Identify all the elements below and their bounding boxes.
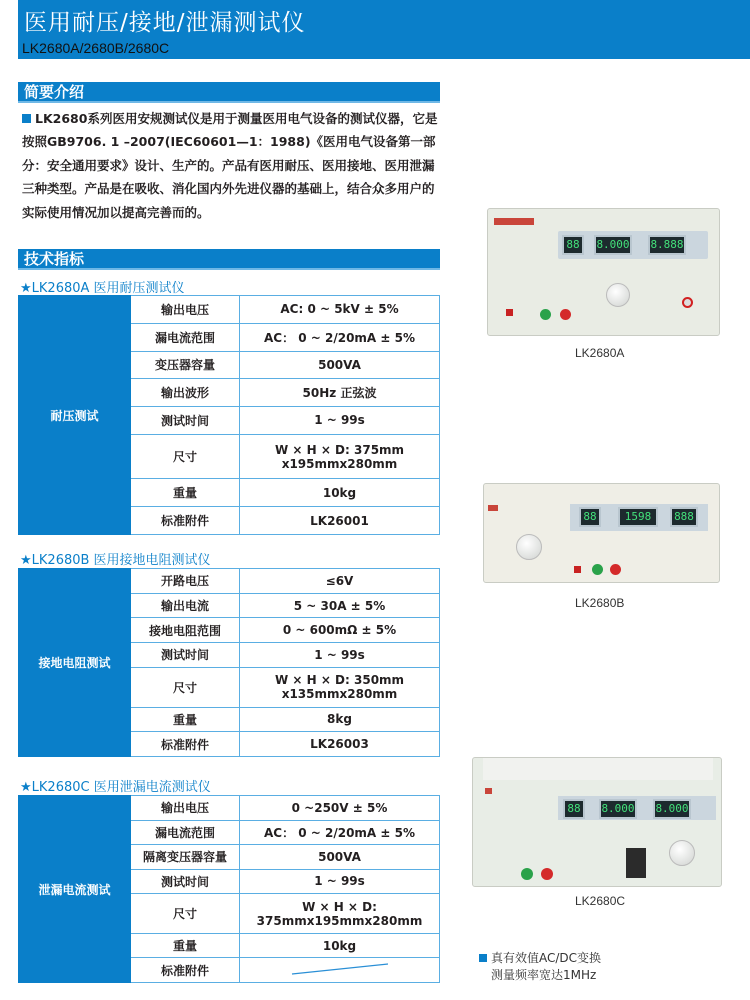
param-value: 10kg	[240, 479, 440, 507]
param-name: 尺寸	[131, 434, 240, 479]
lk2680c-spec-table	[18, 795, 440, 983]
lk2680a-label: LK2680A	[575, 346, 625, 360]
group-label: 接地电阻测试	[19, 569, 131, 757]
stop-button-icon	[610, 564, 621, 575]
param-name: 尺寸	[131, 894, 240, 934]
param-name: 重量	[131, 479, 240, 507]
param-name: 测试时间	[131, 869, 240, 894]
intro-text: LK2680系列医用安规测试仪是用于测量医用电气设备的测试仪器，它是按照GB9706. 1 –2007(IEC60601—1：1988)《医用电气设备第一部分：安全通用要求》设计、生产的。产品有医用耐压、医用接地、医用泄漏三种类型。产品是在吸收、消化国内外先进仪器的基础上，结合众多用户的实际使用情况加以提高完善而的。	[22, 111, 438, 220]
param-name: 输出电压	[131, 796, 240, 821]
bullet-square-icon	[22, 114, 31, 123]
param-value: AC: 0 ~ 5kV ± 5%	[240, 296, 440, 324]
page-subtitle: LK2680A/2680B/2680C	[22, 40, 170, 56]
param-name: 隔离变压器容量	[131, 845, 240, 870]
param-name: 测试时间	[131, 643, 240, 668]
voltage-knob	[606, 283, 630, 307]
lk2680b-title: ★LK2680B 医用接地电阻测试仪	[20, 553, 211, 568]
table-row	[19, 569, 440, 594]
blank-line-mark	[290, 962, 390, 976]
display-2: 8.000	[594, 235, 632, 255]
param-value: 1 ~ 99s	[240, 869, 440, 894]
feature-note	[479, 950, 601, 984]
intro-heading: 简要介绍	[18, 82, 440, 103]
param-name: 标准附件	[131, 507, 240, 535]
brand-logo	[494, 218, 534, 225]
param-name: 测试时间	[131, 407, 240, 435]
start-button-icon	[540, 309, 551, 320]
lk2680b-spec-table	[18, 568, 440, 757]
param-value: LK26001	[240, 507, 440, 535]
param-name: 漏电流范围	[131, 323, 240, 351]
voltage-knob	[669, 840, 695, 866]
page-title: 医用耐压/接地/泄漏测试仪	[24, 10, 306, 36]
param-name: 重量	[131, 707, 240, 732]
current-knob	[516, 534, 542, 560]
param-name: 输出电流	[131, 593, 240, 618]
display-1: 88	[562, 235, 584, 255]
stop-button-icon	[541, 868, 553, 880]
param-value: 5 ~ 30A ± 5%	[240, 593, 440, 618]
feature-1: 真有效值AC/DC变换	[491, 951, 602, 965]
param-name: 开路电压	[131, 569, 240, 594]
bullet-square-icon	[479, 954, 487, 962]
lk2680b-product-image	[483, 483, 720, 583]
param-value: 8kg	[240, 707, 440, 732]
header-banner	[18, 0, 750, 59]
lk2680a-spec-table	[18, 295, 440, 535]
lk2680b-label: LK2680B	[575, 596, 625, 610]
feature-2: 测量频率宽达1MHz	[491, 968, 597, 982]
hv-output-icon	[682, 297, 693, 308]
param-value: 0 ~250V ± 5%	[240, 796, 440, 821]
lk2680a-title: ★LK2680A 医用耐压测试仪	[20, 281, 185, 296]
intro-paragraph	[22, 107, 442, 224]
param-value: LK26003	[240, 732, 440, 757]
lk2680c-product-image	[472, 757, 722, 887]
lk2680c-label: LK2680C	[575, 894, 626, 908]
param-value: 1 ~ 99s	[240, 643, 440, 668]
param-name: 漏电流范围	[131, 820, 240, 845]
brand-logo	[488, 505, 498, 511]
brand-logo	[485, 788, 492, 794]
table-row	[19, 796, 440, 821]
param-value: AC： 0 ~ 2/20mA ± 5%	[240, 323, 440, 351]
display-3: 8.000	[653, 799, 691, 819]
param-name: 标准附件	[131, 958, 240, 983]
param-name: 输出波形	[131, 379, 240, 407]
specs-heading: 技术指标	[18, 249, 440, 270]
param-value: 50Hz 正弦波	[240, 379, 440, 407]
param-name: 变压器容量	[131, 351, 240, 379]
param-value	[240, 958, 440, 983]
table-row	[19, 296, 440, 324]
param-value: W × H × D: 350mm x135mmx280mm	[240, 667, 440, 707]
param-value: W × H × D: 375mmx195mmx280mm	[240, 894, 440, 934]
param-value: ≤6V	[240, 569, 440, 594]
start-button-icon	[521, 868, 533, 880]
param-value: AC： 0 ~ 2/20mA ± 5%	[240, 820, 440, 845]
display-1: 88	[563, 799, 585, 819]
start-button-icon	[592, 564, 603, 575]
lk2680c-title: ★LK2680C 医用泄漏电流测试仪	[20, 780, 211, 795]
param-name: 接地电阻范围	[131, 618, 240, 643]
display-2: 8.000	[599, 799, 637, 819]
display-2: 1598	[618, 507, 658, 527]
param-value: 1 ~ 99s	[240, 407, 440, 435]
param-value: 500VA	[240, 845, 440, 870]
group-label: 耐压测试	[19, 296, 131, 535]
param-name: 重量	[131, 933, 240, 958]
param-value: 10kg	[240, 933, 440, 958]
socket-icon	[626, 848, 646, 878]
display-3: 8.888	[648, 235, 686, 255]
lk2680a-product-image	[487, 208, 720, 336]
display-3: 888	[670, 507, 698, 527]
param-value: 500VA	[240, 351, 440, 379]
param-name: 输出电压	[131, 296, 240, 324]
param-name: 标准附件	[131, 732, 240, 757]
param-value: W × H × D: 375mm x195mmx280mm	[240, 434, 440, 479]
display-1: 88	[579, 507, 601, 527]
param-value: 0 ~ 600mΩ ± 5%	[240, 618, 440, 643]
group-label: 泄漏电流测试	[19, 796, 131, 983]
param-name: 尺寸	[131, 667, 240, 707]
stop-button-icon	[560, 309, 571, 320]
